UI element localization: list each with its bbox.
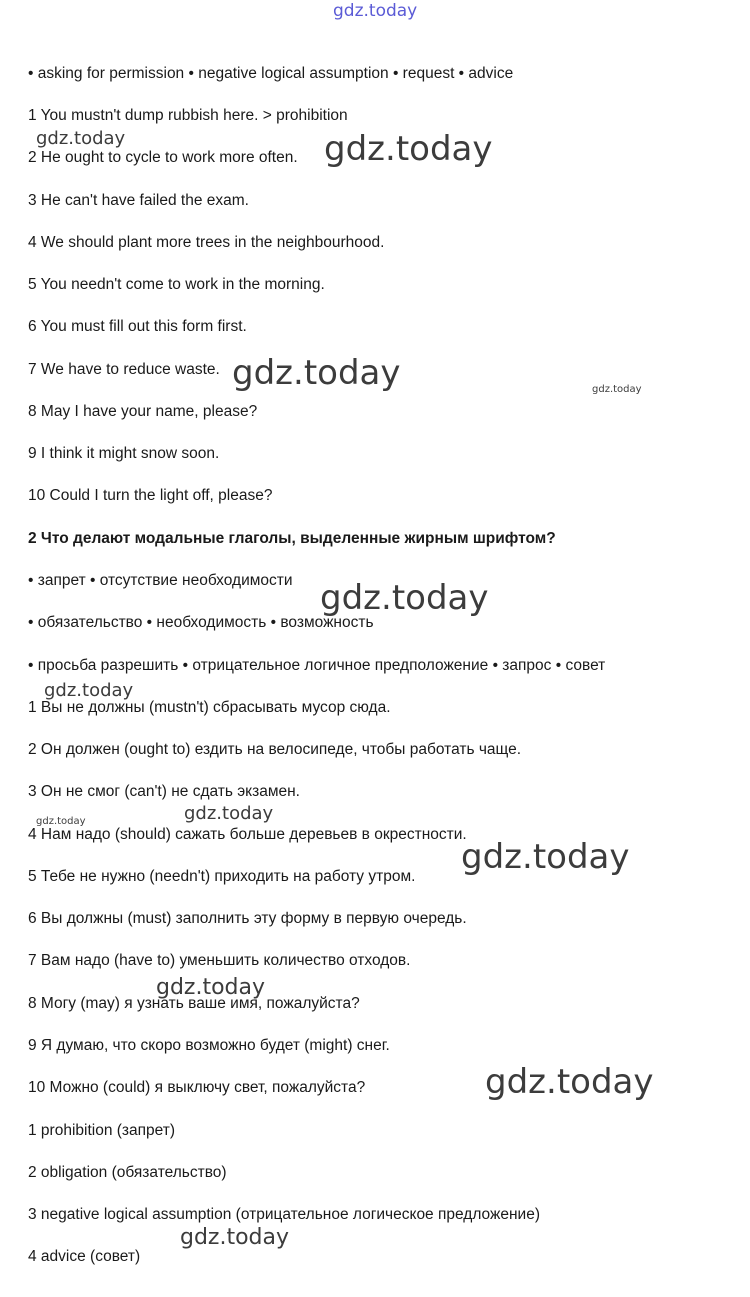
sentence-ru-2: 2 Он должен (ought to) ездить на велосипеде, чтобы работать чаще. bbox=[28, 741, 522, 758]
sentence-en-8: 8 May I have your name, please? bbox=[28, 403, 258, 420]
sentence-en-3: 3 He can't have failed the exam. bbox=[28, 192, 249, 209]
watermark: gdz.today bbox=[324, 129, 493, 169]
sentence-en-5: 5 You needn't come to work in the morning. bbox=[28, 276, 325, 293]
watermark: gdz.today bbox=[320, 578, 489, 618]
sentence-ru-9: 9 Я думаю, что скоро возможно будет (might) снег. bbox=[28, 1037, 390, 1054]
sentence-en-4: 4 We should plant more trees in the neighbourhood. bbox=[28, 234, 385, 251]
watermark: gdz.today bbox=[36, 816, 86, 827]
watermark: gdz.today bbox=[156, 975, 266, 1000]
sentence-en-10: 10 Could I turn the light off, please? bbox=[28, 487, 273, 504]
watermark: gdz.today bbox=[485, 1062, 654, 1102]
options-line-en: • asking for permission • negative logical assumption • request • advice bbox=[28, 65, 514, 82]
sentence-en-6: 6 You must fill out this form first. bbox=[28, 318, 247, 335]
sentence-en-9: 9 I think it might snow soon. bbox=[28, 445, 220, 462]
section-heading-ru: 2 Что делают модальные глаголы, выделенные жирным шрифтом? bbox=[28, 530, 556, 547]
answer-3: 3 negative logical assumption (отрицательное логическое предложение) bbox=[28, 1206, 540, 1223]
sentence-ru-1: 1 Вы не должны (mustn't) сбрасывать мусор сюда. bbox=[28, 699, 391, 716]
answer-1: 1 prohibition (запрет) bbox=[28, 1122, 176, 1139]
sentence-ru-10: 10 Можно (could) я выключу свет, пожалуйста? bbox=[28, 1079, 366, 1096]
sentence-ru-8: 8 Могу (may) я узнать ваше имя, пожалуйста? bbox=[28, 995, 360, 1012]
watermark: gdz.today bbox=[44, 680, 134, 701]
answer-2: 2 obligation (обязательство) bbox=[28, 1164, 227, 1181]
options-line-ru-2: • обязательство • необходимость • возможность bbox=[28, 614, 374, 631]
watermark: gdz.today bbox=[184, 803, 274, 824]
watermark: gdz.today bbox=[592, 384, 642, 395]
sentence-en-2: 2 He ought to cycle to work more often. bbox=[28, 149, 298, 166]
watermark: gdz.today bbox=[232, 353, 401, 393]
watermark: gdz.today bbox=[180, 1225, 290, 1250]
options-line-ru-1: • запрет • отсутствие необходимости bbox=[28, 572, 293, 589]
sentence-ru-7: 7 Вам надо (have to) уменьшить количество отходов. bbox=[28, 952, 411, 969]
answer-4: 4 advice (совет) bbox=[28, 1248, 141, 1265]
sentence-ru-3: 3 Он не смог (can't) не сдать экзамен. bbox=[28, 783, 300, 800]
site-watermark: gdz.today bbox=[333, 1, 418, 21]
sentence-ru-6: 6 Вы должны (must) заполнить эту форму в первую очередь. bbox=[28, 910, 467, 927]
watermark: gdz.today bbox=[36, 128, 126, 149]
sentence-ru-4: 4 Нам надо (should) сажать больше деревьев в окрестности. bbox=[28, 826, 467, 843]
sentence-en-1: 1 You mustn't dump rubbish here. > prohibition bbox=[28, 107, 348, 124]
sentence-ru-5: 5 Тебе не нужно (needn't) приходить на работу утром. bbox=[28, 868, 416, 885]
sentence-en-7: 7 We have to reduce waste. bbox=[28, 361, 220, 378]
options-line-ru-3: • просьба разрешить • отрицательное логичное предположение • запрос • совет bbox=[28, 657, 606, 674]
watermark: gdz.today bbox=[461, 837, 630, 877]
